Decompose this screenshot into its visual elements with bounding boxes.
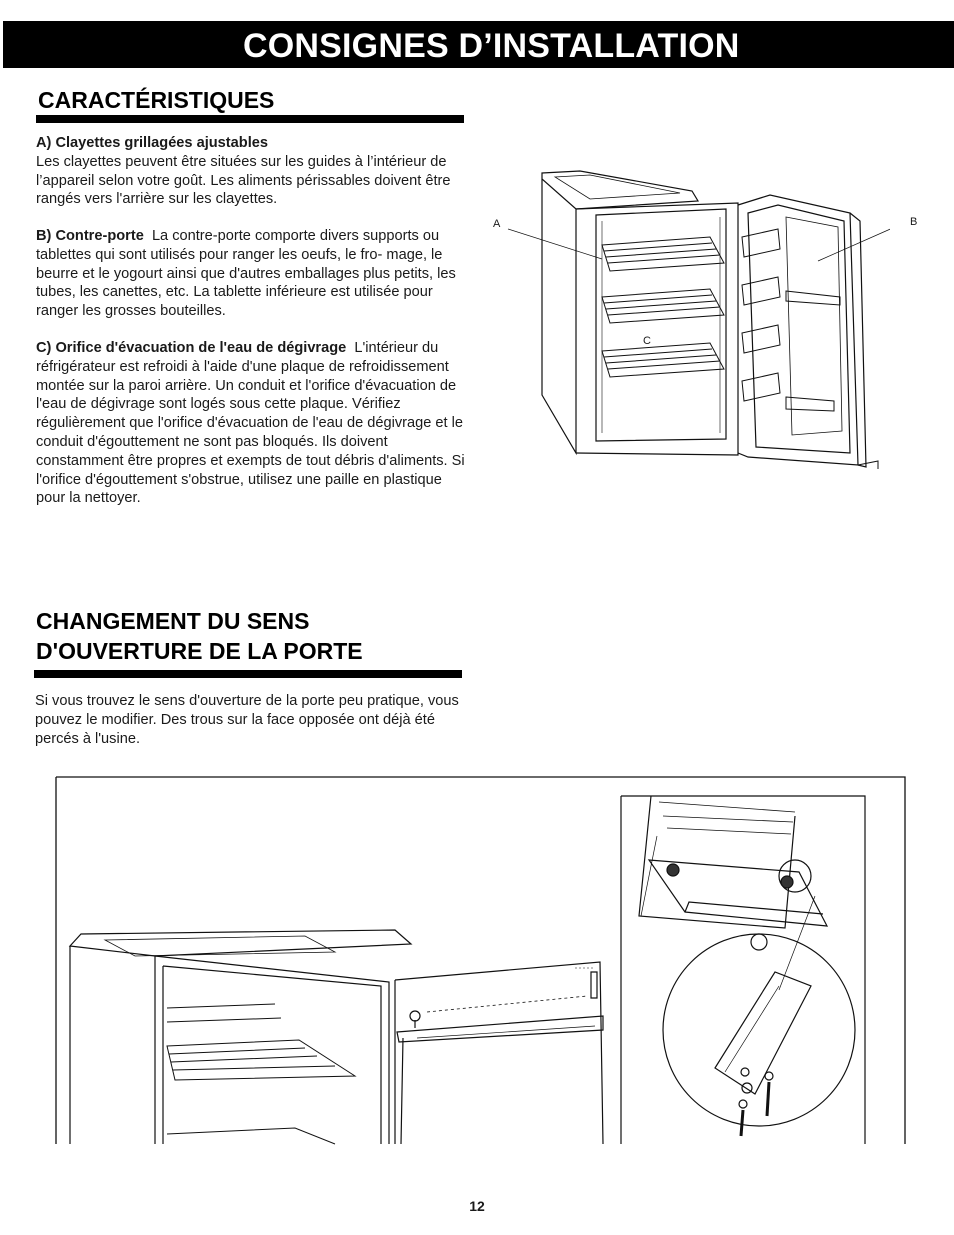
feature-c-body: L'intérieur du réfrigérateur est refroidi à l'aide d'une plaque de refroidissement montée sur la paroi arrière. Un conduit et l'orifice d'évacuation de l'eau de dégivrage sont logés sous cette plaque. Vérifiez régulièrement que l'orifice d'évacuation de l'eau de dégivrage et le conduit d'égouttement ne sont pas bloqués. Ils doivent constamment être propres et exempts de tout débris d'aliments. Si l'orifice d'égouttement s'obstrue, utilisez une paille en plastique pour la nettoyer. [36,340,465,507]
callout-label-a: A [493,218,501,230]
feature-b-title: B) Contre-porte [36,228,144,244]
door-reversal-heading-line1: CHANGEMENT DU SENS [36,608,310,634]
feature-a-paragraph [36,134,466,209]
features-heading-rule [36,115,464,123]
feature-b-paragraph [36,227,466,321]
door-reversal-illustration [55,776,907,1156]
callout-label-c: C [643,335,651,347]
door-reversal-heading-rule [34,670,462,678]
door-reversal-paragraph: Si vous trouvez le sens d'ouverture de la porte peu pratique, vous pouvez le modifier. Des trous sur la face opposée ont déjà été percés à l'usine. [35,693,459,747]
refrigerator-features-illustration [480,165,890,470]
callout-label-b: B [910,216,918,228]
feature-c-paragraph [36,339,468,508]
door-reversal-heading-line2: D'OUVERTURE DE LA PORTE [36,638,363,664]
door-reversal-heading [36,606,476,666]
page-number: 12 [469,1198,485,1214]
feature-a-title: A) Clayettes grillagées ajustables [36,135,268,151]
page-title: CONSIGNES D’INSTALLATION [243,27,740,65]
feature-a-body: Les clayettes peuvent être situées sur les guides à l’intérieur de l’appareil selon votre goût. Les aliments périssables doivent être rangés vers l'arrière sur les clayettes. [36,153,451,208]
feature-c-title: C) Orifice d'évacuation de l'eau de dégivrage [36,340,347,356]
features-heading: CARACTÉRISTIQUES [38,87,275,113]
feature-b-body: La contre-porte comporte divers supports ou tablettes qui sont utilisés pour ranger les oeufs, le fro- mage, le beurre et le yogourt ainsi que d'autres emballages plus petits, les tubes, les canettes, etc. La tablette inférieure est utilisée pour ranger les grosses bouteilles. [36,228,456,320]
